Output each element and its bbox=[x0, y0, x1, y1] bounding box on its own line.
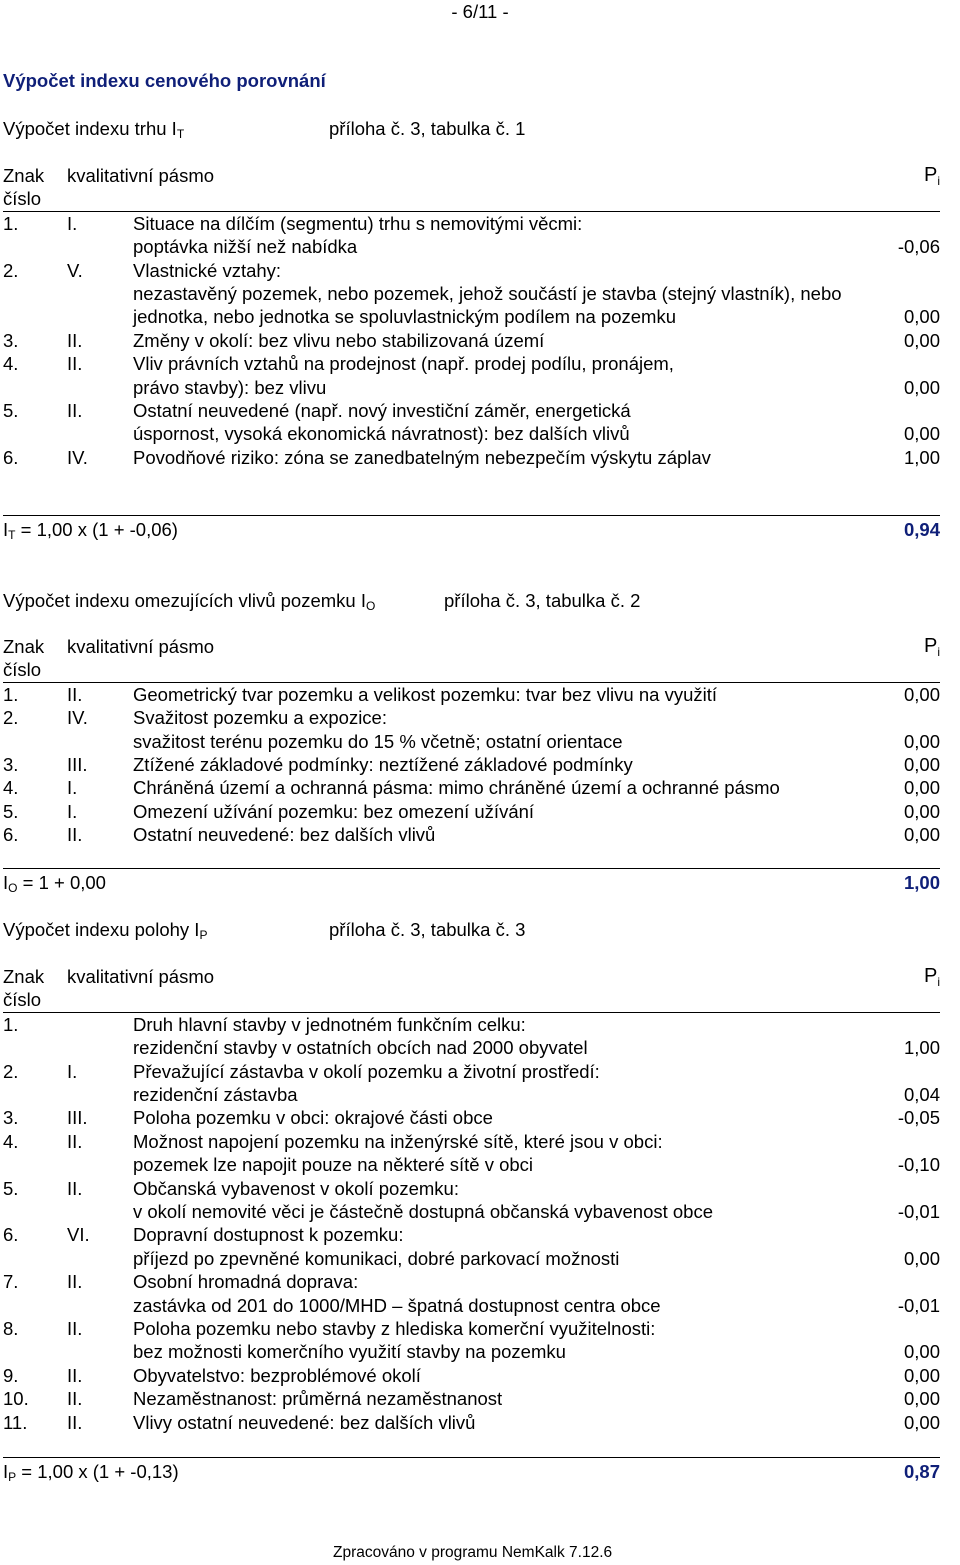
row-value: 0,00 bbox=[903, 1388, 940, 1410]
section-title-market bbox=[3, 117, 526, 141]
row-description: Ostatní neuvedené (např. nový investiční záměr, energetická úspornost, vysoká ekonomická návratnost): bez dalších vlivů bbox=[133, 400, 631, 445]
table-row bbox=[3, 800, 940, 823]
section-reference: příloha č. 3, tabulka č. 2 bbox=[444, 590, 641, 611]
table-row bbox=[3, 1130, 940, 1177]
row-band: VI. bbox=[67, 1224, 90, 1246]
header-cislo: číslo bbox=[3, 989, 42, 1011]
row-band: II. bbox=[67, 1177, 83, 1199]
table-rows bbox=[3, 683, 940, 847]
table-row bbox=[3, 329, 940, 352]
table-row bbox=[3, 212, 940, 259]
row-description: Situace na dílčím (segmentu) trhu s nemovitými věcmi: poptávka nižší než nabídka bbox=[133, 212, 583, 258]
table-market bbox=[3, 164, 940, 469]
row-description: Geometrický tvar pozemku a velikost pozemku: tvar bez vlivu na využití bbox=[133, 683, 717, 705]
row-value: 1,00 bbox=[903, 446, 940, 468]
row-number: 2. bbox=[3, 707, 19, 729]
table-row bbox=[3, 1177, 940, 1224]
table-row bbox=[3, 1013, 940, 1060]
formula-restrictions: $I_O = 1 + 0,00$ 1,00 bbox=[3, 868, 940, 894]
row-band: II. bbox=[67, 1388, 83, 1410]
row-value: 0,00 bbox=[903, 683, 940, 705]
row-value: 0,00 bbox=[903, 1364, 940, 1386]
row-value: 0,00 bbox=[903, 306, 940, 328]
section-title-text: Výpočet indexu omezujících vlivů pozemku I bbox=[3, 590, 366, 611]
section-title-subscript: P bbox=[199, 928, 208, 942]
section-title-subscript: T bbox=[176, 127, 185, 141]
row-description: Dopravní dostupnost k pozemku: příjezd po zpevněné komunikaci, dobré parkovací možnosti bbox=[133, 1224, 620, 1269]
section-reference: příloha č. 3, tabulka č. 3 bbox=[329, 919, 526, 940]
table-rows bbox=[3, 212, 940, 469]
row-number: 4. bbox=[3, 777, 19, 799]
row-band: IV. bbox=[67, 446, 88, 468]
table-row bbox=[3, 823, 940, 846]
table-row bbox=[3, 683, 940, 706]
page-number: - 6/11 - bbox=[451, 1, 509, 22]
header-znak: Znak bbox=[3, 636, 45, 657]
row-value: 0,00 bbox=[903, 376, 940, 398]
row-value: 0,00 bbox=[903, 730, 940, 752]
table-row bbox=[3, 352, 940, 399]
row-description: Vlastnické vztahy: nezastavěný pozemek, nebo pozemek, jehož součástí je stavba (stejný vlastník), nebo jednotka, nebo jednotka se spoluvlastnickým podílem na pozemku bbox=[133, 259, 842, 328]
section-reference: příloha č. 3, tabulka č. 1 bbox=[329, 118, 526, 139]
section-title-subscript: O bbox=[365, 599, 376, 613]
table-row bbox=[3, 446, 940, 469]
row-value: 0,00 bbox=[903, 1247, 940, 1269]
row-number: 6. bbox=[3, 824, 19, 846]
row-value: 0,00 bbox=[903, 1341, 940, 1363]
row-band: II. bbox=[67, 1411, 83, 1433]
row-band: II. bbox=[67, 1130, 83, 1152]
table-row bbox=[3, 1387, 940, 1410]
row-number: 1. bbox=[3, 212, 19, 234]
row-value: 0,00 bbox=[903, 824, 940, 846]
row-band: IV. bbox=[67, 707, 88, 729]
row-description: Občanská vybavenost v okolí pozemku: v okolí nemovité věci je částečně dostupná občanská vybavenost obce bbox=[133, 1177, 714, 1223]
row-number: 2. bbox=[3, 1060, 19, 1082]
row-number: 4. bbox=[3, 1130, 19, 1152]
header-pi: $P_i$ bbox=[923, 164, 940, 188]
header-znak: Znak bbox=[3, 165, 45, 186]
row-band: II. bbox=[67, 353, 83, 375]
row-value: -0,10 bbox=[897, 1154, 940, 1176]
row-description: Vliv právních vztahů na prodejnost (např. prodej podílu, pronájem, právo stavby): bez vlivu bbox=[133, 353, 674, 398]
table-row bbox=[3, 1411, 940, 1434]
table-row bbox=[3, 753, 940, 776]
row-band: II. bbox=[67, 824, 83, 846]
footer-note: Zpracováno v programu NemKalk 7.12.6 bbox=[333, 1544, 613, 1561]
row-number: 8. bbox=[3, 1318, 19, 1340]
header-kval: kvalitativní pásmo bbox=[67, 636, 215, 657]
row-value: 0,04 bbox=[903, 1084, 940, 1106]
row-description: Změny v okolí: bez vlivu nebo stabilizovaná území bbox=[133, 329, 545, 351]
table-row bbox=[3, 1270, 940, 1317]
header-pi: $P_i$ bbox=[923, 635, 940, 659]
row-value: 0,00 bbox=[903, 800, 940, 822]
row-description: Možnost napojení pozemku na inženýrské sítě, které jsou v obci: pozemek lze napojit pouze na některé sítě v obci bbox=[133, 1130, 663, 1176]
row-number: 1. bbox=[3, 683, 19, 705]
row-value: 0,00 bbox=[903, 777, 940, 799]
table-restrictions bbox=[3, 635, 940, 847]
row-number: 9. bbox=[3, 1364, 19, 1386]
row-number: 5. bbox=[3, 800, 19, 822]
row-description: Druh hlavní stavby v jednotném funkčním celku: rezidenční stavby v ostatních obcích nad 2000 obyvatel bbox=[133, 1013, 588, 1059]
row-number: 6. bbox=[3, 446, 19, 468]
table-location bbox=[3, 965, 940, 1434]
header-cislo: číslo bbox=[3, 188, 42, 210]
row-description: Obyvatelstvo: bezproblémové okolí bbox=[133, 1364, 421, 1386]
row-number: 1. bbox=[3, 1013, 19, 1035]
row-band: V. bbox=[67, 259, 83, 281]
row-number: 11. bbox=[3, 1411, 28, 1433]
row-number: 7. bbox=[3, 1271, 19, 1293]
page-title: Výpočet indexu cenového porovnání bbox=[3, 70, 326, 91]
row-description: Svažitost pozemku a expozice: svažitost terénu pozemku do 15 % včetně; ostatní orientace bbox=[133, 707, 623, 752]
row-number: 10. bbox=[3, 1388, 29, 1410]
row-band: II. bbox=[67, 1271, 83, 1293]
row-band: I. bbox=[67, 1060, 78, 1082]
row-band: II. bbox=[67, 1318, 83, 1340]
section-title-text: Výpočet indexu polohy I bbox=[3, 919, 200, 940]
row-value: 0,00 bbox=[903, 423, 940, 445]
table-row bbox=[3, 776, 940, 799]
row-number: 5. bbox=[3, 400, 19, 422]
formula-result: 0,87 bbox=[903, 1461, 940, 1482]
row-band: I. bbox=[67, 212, 78, 234]
row-band: II. bbox=[67, 1364, 83, 1386]
row-value: -0,01 bbox=[897, 1201, 940, 1223]
row-description: Poloha pozemku v obci: okrajové části obce bbox=[133, 1107, 493, 1129]
row-band: I. bbox=[67, 777, 78, 799]
table-row bbox=[3, 1223, 940, 1270]
row-description: Chráněná území a ochranná pásma: mimo chráněné území a ochranné pásmo bbox=[133, 777, 780, 799]
header-pi: $P_i$ bbox=[923, 965, 940, 989]
table-row bbox=[3, 1106, 940, 1129]
table-row bbox=[3, 706, 940, 753]
section-title-text: Výpočet indexu trhu I bbox=[3, 118, 177, 139]
formula-result: 0,94 bbox=[903, 519, 940, 540]
row-description: Ostatní neuvedené: bez dalších vlivů bbox=[133, 824, 436, 846]
row-value: 0,00 bbox=[903, 754, 940, 776]
row-band: III. bbox=[67, 754, 88, 776]
table-row bbox=[3, 1060, 940, 1107]
row-number: 4. bbox=[3, 353, 19, 375]
row-description: Omezení užívání pozemku: bez omezení užívání bbox=[133, 800, 535, 822]
row-description: Povodňové riziko: zóna se zanedbatelným nebezpečím výskytu záplav bbox=[133, 446, 711, 468]
row-number: 3. bbox=[3, 329, 19, 351]
row-value: 1,00 bbox=[903, 1037, 940, 1059]
row-number: 2. bbox=[3, 259, 19, 281]
table-header bbox=[3, 164, 940, 212]
row-band: II. bbox=[67, 683, 83, 705]
row-number: 3. bbox=[3, 754, 19, 776]
header-kval: kvalitativní pásmo bbox=[67, 966, 215, 987]
table-row bbox=[3, 1317, 940, 1364]
row-number: 3. bbox=[3, 1107, 19, 1129]
table-row bbox=[3, 399, 940, 446]
section-title-location bbox=[3, 918, 526, 942]
formula-location: $I_P = 1,00$ x (1 + -0,13) 0,87 bbox=[3, 1457, 940, 1483]
row-description: Vlivy ostatní neuvedené: bez dalších vlivů bbox=[133, 1411, 476, 1433]
row-description: Převažující zástavba v okolí pozemku a životní prostředí: rezidenční zástavba bbox=[133, 1060, 600, 1106]
formula-result: 1,00 bbox=[903, 872, 940, 893]
section-title-restrictions bbox=[3, 589, 641, 613]
table-rows bbox=[3, 1013, 940, 1434]
row-number: 6. bbox=[3, 1224, 19, 1246]
header-kval: kvalitativní pásmo bbox=[67, 165, 215, 186]
table-header bbox=[3, 965, 940, 1013]
row-value: -0,05 bbox=[897, 1107, 940, 1129]
row-band: III. bbox=[67, 1107, 88, 1129]
row-band: II. bbox=[67, 400, 83, 422]
row-value: 0,00 bbox=[903, 1411, 940, 1433]
row-value: -0,06 bbox=[897, 236, 940, 258]
table-header bbox=[3, 635, 940, 683]
formula-market: $I_T = 1,00$ x (1 + -0,06) 0,94 bbox=[3, 515, 940, 541]
row-value: -0,01 bbox=[897, 1294, 940, 1316]
row-band: I. bbox=[67, 800, 78, 822]
table-row bbox=[3, 1364, 940, 1387]
row-description: Poloha pozemku nebo stavby z hlediska komerční využitelnosti: bez možnosti komerčního využití stavby na pozemku bbox=[133, 1318, 656, 1363]
row-value: 0,00 bbox=[903, 329, 940, 351]
row-band: II. bbox=[67, 329, 83, 351]
row-description: Osobní hromadná doprava: zastávka od 201 do 1000/MHD – špatná dostupnost centra obce bbox=[133, 1271, 661, 1316]
row-number: 5. bbox=[3, 1177, 19, 1199]
header-cislo: číslo bbox=[3, 659, 42, 681]
table-row bbox=[3, 259, 940, 329]
row-description: Ztížené základové podmínky: neztížené základové podmínky bbox=[133, 754, 633, 776]
header-znak: Znak bbox=[3, 966, 45, 987]
row-description: Nezaměstnanost: průměrná nezaměstnanost bbox=[133, 1388, 503, 1410]
